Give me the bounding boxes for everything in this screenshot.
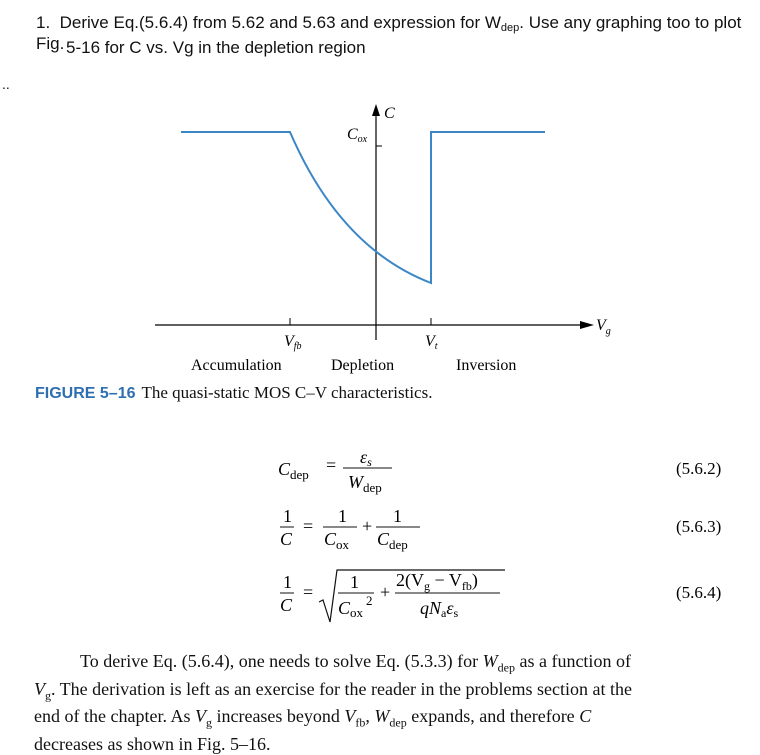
cv-curve <box>181 132 545 283</box>
svg-text:=: = <box>326 455 337 475</box>
svg-text:εs: εs <box>360 447 372 469</box>
question-line-2: 5-16 for C vs. Vg in the depletion region <box>66 38 366 57</box>
svg-text:2: 2 <box>366 593 373 608</box>
svg-text:Cdep: $C_{dep}$ <box>377 529 408 552</box>
paragraph-line-3: end of the chapter. As $V_g$ increases beyond $V_{fb}$, $W_{dep}$ expands, and therefore C <box>34 706 592 730</box>
equation-5-6-2 <box>278 447 392 495</box>
svg-text:1: 1 <box>338 506 347 526</box>
paragraph-line-4: decreases as shown in Fig. 5–16. <box>34 733 271 754</box>
svg-text:=: = <box>303 582 314 602</box>
paragraph-line-1: To derive Eq. (5.6.4), one needs to solve Eq. (5.3.3) for $W_{dep}$ as a function of <box>80 651 631 675</box>
question-number: 1. <box>36 13 51 32</box>
figure-caption <box>35 383 432 403</box>
svg-text:1: 1 <box>283 572 292 592</box>
svg-text:=: = <box>303 516 314 536</box>
vt-label: Vt <box>425 333 438 352</box>
svg-text:1: 1 <box>393 506 402 526</box>
paragraph-line-2: $V_g$. The derivation is left as an exercise for the reader in the problems section at the <box>34 678 632 703</box>
svg-text:C: C <box>280 529 293 549</box>
vg-axis-arrow <box>580 321 594 329</box>
region-inversion: Inversion <box>456 357 517 374</box>
figure-caption-text: The quasi-static MOS C–V characteristics. <box>141 383 433 402</box>
svg-text:Cdep: $C_{dep}$ <box>278 459 309 482</box>
equation-5-6-4 <box>280 570 505 622</box>
equations-block <box>0 440 760 630</box>
figure-number: FIGURE 5–16 <box>35 385 136 402</box>
vg-axis-label: $V_g$ <box>596 317 611 337</box>
region-accumulation: Accumulation <box>191 357 282 374</box>
svg-text:+: + <box>362 516 373 536</box>
ellipsis-marker: .. <box>2 76 10 92</box>
svg-text:1: 1 <box>350 572 359 592</box>
question-line-1: 1. Derive Eq.(5.6.4) from 5.62 and 5.63 and expression for $W_{dep}$. Use any graphing too to plot Fig. <box>36 13 742 53</box>
body-paragraph <box>34 651 734 755</box>
cox-label: Cox <box>347 126 368 145</box>
svg-text:Wdep: $W_{dep}$ <box>348 472 382 495</box>
equation-number-1: (5.6.2) <box>676 459 722 478</box>
equation-number-3: (5.6.4) <box>676 583 722 602</box>
equation-5-6-3 <box>280 506 420 552</box>
region-depletion: Depletion <box>331 357 395 374</box>
svg-text:1: 1 <box>283 506 292 526</box>
c-axis-arrow <box>372 104 380 116</box>
svg-text:Cox: $C_{ox}$ <box>324 529 350 552</box>
equation-number-2: (5.6.3) <box>676 517 722 536</box>
svg-text:C: C <box>280 595 293 615</box>
cv-figure <box>0 98 760 388</box>
svg-text:2(Vg − Vfb): $2(V_g - V_{fb})$ <box>396 570 478 593</box>
svg-text:Cox: Cox <box>338 598 364 620</box>
vfb-label: Vfb <box>284 333 302 352</box>
c-axis-label: C <box>384 105 395 122</box>
svg-text:+: + <box>380 582 391 602</box>
svg-text:qNaεs: qNaεs <box>420 598 459 620</box>
